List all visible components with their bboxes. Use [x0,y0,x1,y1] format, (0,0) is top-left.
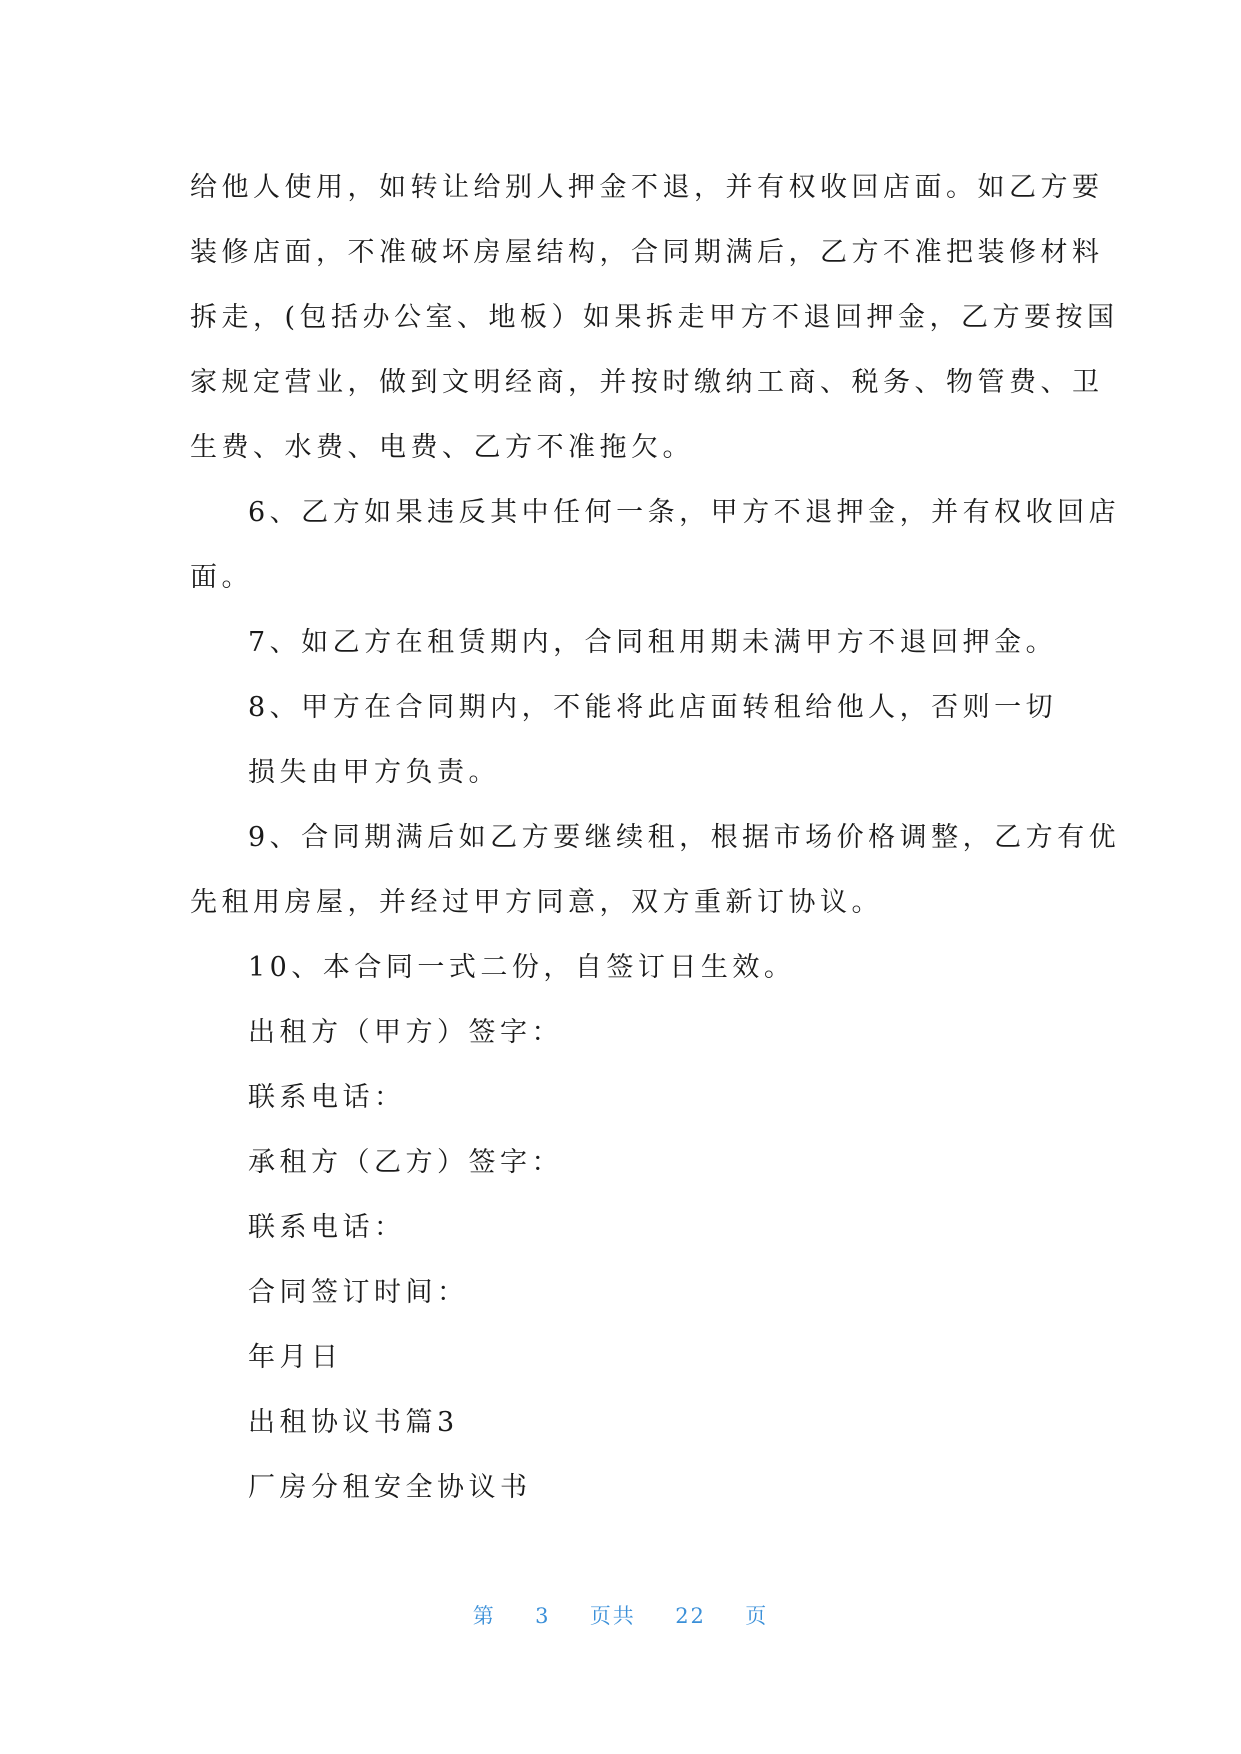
footer-middle: 页共 [589,1604,636,1628]
lessor-phone-label: 联系电话： [248,1082,406,1113]
signing-date-label: 合同签订时间： [248,1277,469,1308]
lessee-signature-label: 承租方（乙方）签字： [248,1147,563,1178]
document-body [190,155,1121,1520]
clause-10-line: 10、本合同一式二份，自签订日生效。 [248,952,796,983]
paragraph-line: 家规定营业，做到文明经商，并按时缴纳工商、税务、物管费、卫 [190,367,1104,398]
section-title: 厂房分租安全协议书 [248,1472,532,1503]
clause-8-line: 8、甲方在合同期内，不能将此店面转租给他人，否则一切 [248,692,1058,723]
paragraph-line: 先租用房屋，并经过甲方同意，双方重新订协议。 [190,887,883,918]
paragraph-line: 损失由甲方负责。 [248,757,500,788]
footer-total-pages: 22 [675,1604,706,1628]
page-footer [0,1600,1241,1630]
section-heading: 出租协议书篇3 [248,1407,459,1438]
paragraph-line: 面。 [190,562,253,593]
clause-6-line: 6、乙方如果违反其中任何一条，甲方不退押金，并有权收回店 [248,497,1121,528]
lessee-phone-label: 联系电话： [248,1212,406,1243]
lessor-signature-label: 出租方（甲方）签字： [248,1017,563,1048]
paragraph-line: 装修店面，不准破坏房屋结构，合同期满后，乙方不准把装修材料 [190,237,1104,268]
paragraph-line: 给他人使用，如转让给别人押金不退，并有权收回店面。如乙方要 [190,172,1104,203]
paragraph-line: 拆走，(包括办公室、地板）如果拆走甲方不退回押金，乙方要按国 [190,302,1119,333]
footer-prefix: 第 [472,1604,496,1628]
footer-suffix: 页 [745,1604,769,1628]
clause-9-line: 9、合同期满后如乙方要继续租，根据市场价格调整，乙方有优 [248,822,1121,853]
paragraph-line: 生费、水费、电费、乙方不准拖欠。 [190,432,694,463]
date-placeholder: 年月日 [248,1342,343,1373]
clause-7-line: 7、如乙方在租赁期内，合同租用期未满甲方不退回押金。 [248,627,1058,658]
footer-current-page: 3 [535,1604,551,1628]
